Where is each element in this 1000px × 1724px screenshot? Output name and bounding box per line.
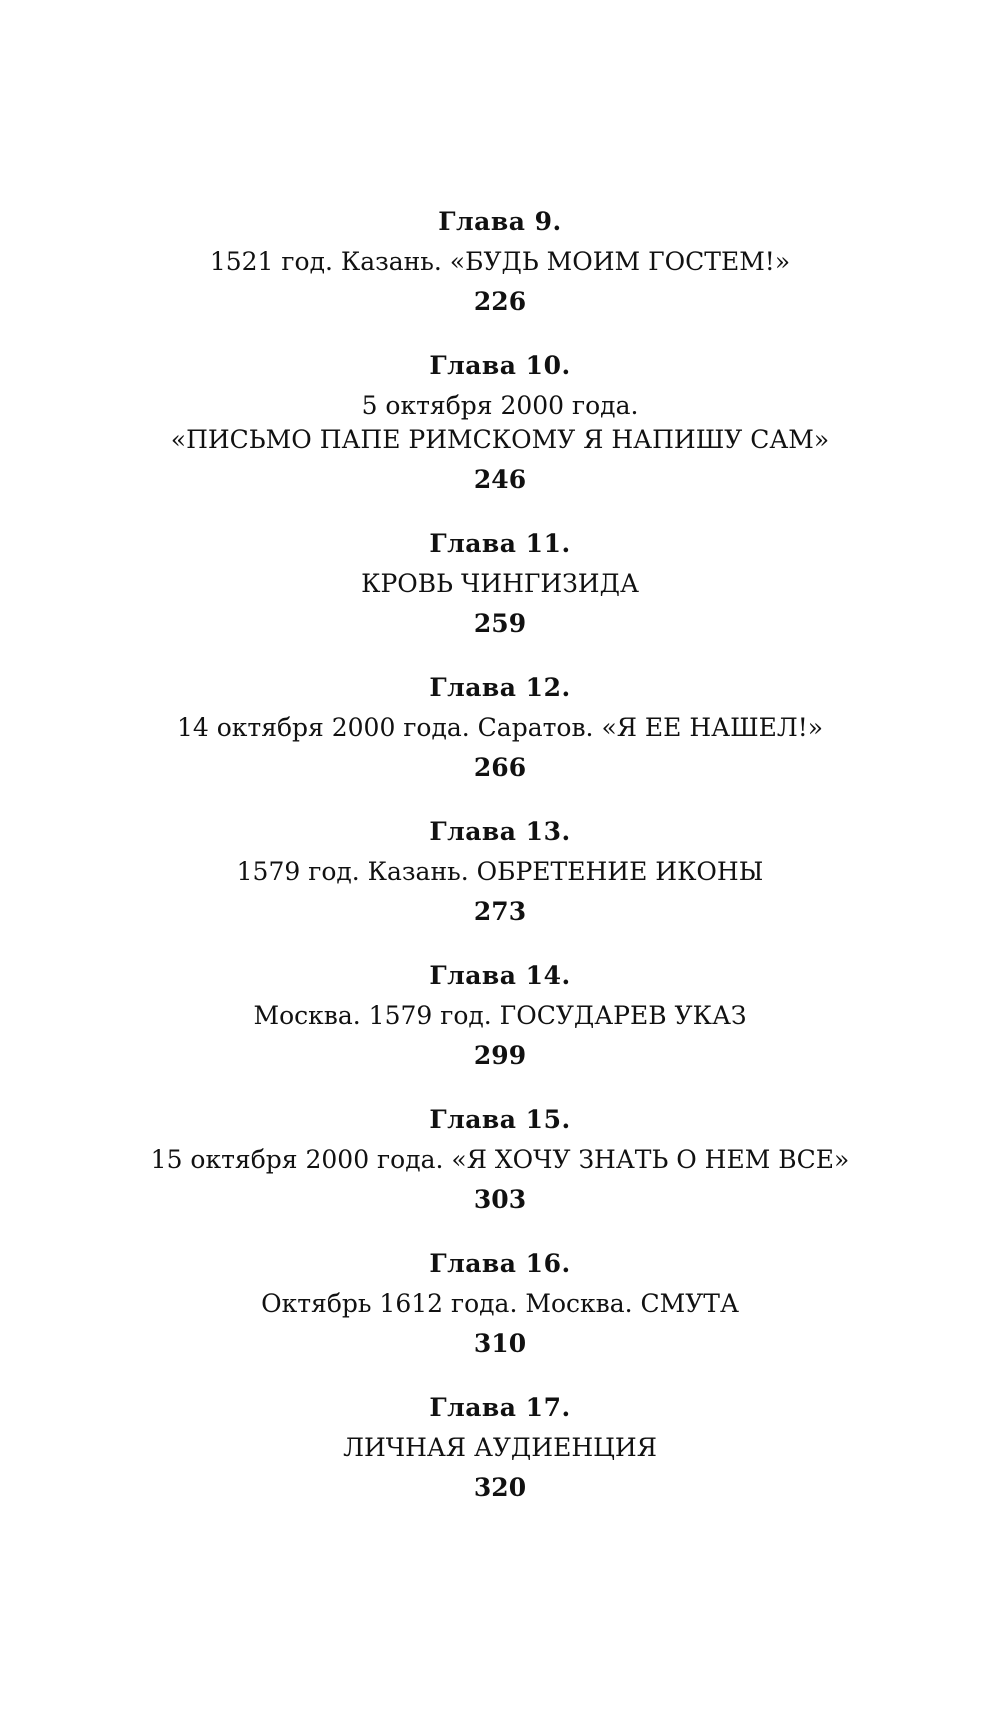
chapter-heading: Глава 11. <box>429 529 571 558</box>
chapter-heading: Глава 14. <box>429 961 571 990</box>
chapter-title: Москва. 1579 год. ГОСУДАРЕВ УКАЗ <box>253 1001 747 1030</box>
page-number: 310 <box>473 1329 527 1358</box>
toc-entry-chapter-14 <box>0 959 1000 1073</box>
page-number: 226 <box>473 287 527 316</box>
page-number: 320 <box>473 1473 527 1502</box>
chapter-title: 1579 год. Казань. ОБРЕТЕНИЕ ИКОНЫ <box>236 857 764 886</box>
toc-entry-chapter-17 <box>0 1391 1000 1505</box>
toc-entry-chapter-9 <box>0 205 1000 319</box>
page-number: 266 <box>473 753 527 782</box>
chapter-heading: Глава 9. <box>438 207 562 236</box>
page-number: 299 <box>473 1041 527 1070</box>
page-number: 303 <box>473 1185 527 1214</box>
chapter-heading: Глава 10. <box>429 351 571 380</box>
chapter-heading: Глава 13. <box>429 817 571 846</box>
page-number: 259 <box>473 609 527 638</box>
chapter-heading: Глава 12. <box>429 673 571 702</box>
chapter-title: 15 октября 2000 года. «Я ХОЧУ ЗНАТЬ О НЕМ ВСЕ» <box>150 1145 850 1174</box>
toc-entry-chapter-10 <box>0 349 1000 497</box>
toc-entry-chapter-13 <box>0 815 1000 929</box>
toc-entry-chapter-12 <box>0 671 1000 785</box>
page-number: 273 <box>473 897 527 926</box>
chapter-heading: Глава 15. <box>429 1105 571 1134</box>
table-of-contents <box>0 205 1000 1535</box>
chapter-title: 1521 год. Казань. «БУДЬ МОИМ ГОСТЕМ!» <box>209 247 791 276</box>
chapter-title: 5 октября 2000 года. <box>361 391 639 420</box>
chapter-title: Октябрь 1612 года. Москва. СМУТА <box>261 1289 739 1318</box>
chapter-heading: Глава 17. <box>429 1393 571 1422</box>
toc-entry-chapter-16 <box>0 1247 1000 1361</box>
toc-entry-chapter-11 <box>0 527 1000 641</box>
chapter-title: КРОВЬ ЧИНГИЗИДА <box>361 569 639 598</box>
page-number: 246 <box>473 465 527 494</box>
chapter-title: «ПИСЬМО ПАПЕ РИМСКОМУ Я НАПИШУ САМ» <box>170 425 830 454</box>
chapter-title: ЛИЧНАЯ АУДИЕНЦИЯ <box>343 1433 657 1462</box>
toc-entry-chapter-15 <box>0 1103 1000 1217</box>
chapter-title: 14 октября 2000 года. Саратов. «Я ЕЕ НАШЕЛ!» <box>176 713 824 742</box>
chapter-heading: Глава 16. <box>429 1249 571 1278</box>
